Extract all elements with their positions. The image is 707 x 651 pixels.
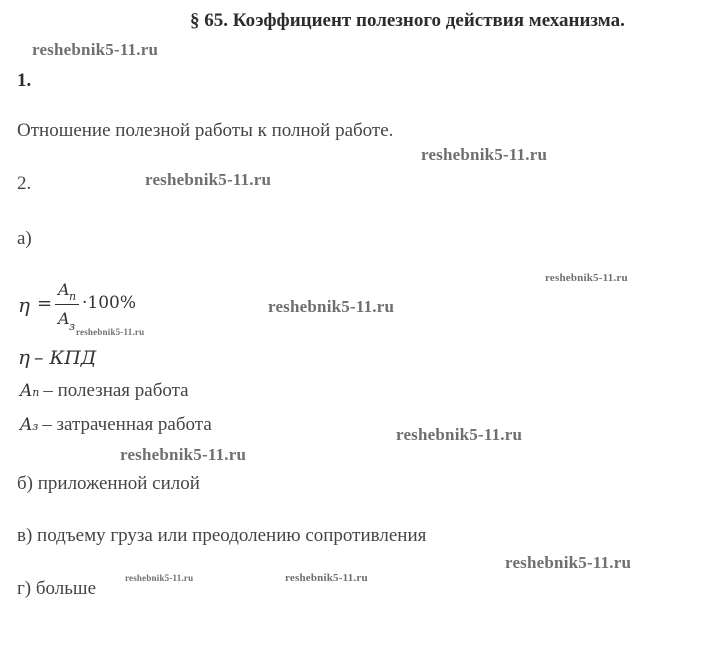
denominator-subscript: з	[69, 320, 75, 333]
watermark: reshebnik5-11.ru	[421, 145, 548, 164]
work-subscript: п	[32, 386, 40, 399]
part-v-answer: в) подъему груза или преодолению сопротивления	[17, 525, 427, 546]
definition-spent-work	[20, 414, 212, 436]
watermark: reshebnik5-11.ru	[125, 573, 194, 583]
times-percent: ·100%	[82, 293, 137, 313]
definition-text: – КПД	[33, 347, 97, 369]
watermark: reshebnik5-11.ru	[268, 297, 395, 316]
definition-useful-work	[20, 380, 189, 402]
denominator-symbol: A	[58, 309, 70, 328]
watermark: reshebnik5-11.ru	[145, 170, 272, 189]
part-g-answer: г) больше	[17, 578, 96, 599]
watermark: reshebnik5-11.ru	[396, 425, 523, 444]
watermark: reshebnik5-11.ru	[76, 327, 145, 337]
watermark: reshebnik5-11.ru	[285, 572, 368, 584]
watermark: reshebnik5-11.ru	[120, 445, 247, 464]
equals-sign: =	[37, 293, 53, 314]
work-subscript: з	[32, 420, 39, 433]
numerator-symbol: A	[58, 280, 70, 299]
part-b-answer: б) приложенной силой	[17, 473, 200, 494]
fraction-bar	[55, 304, 79, 305]
question-1-number: 1.	[17, 70, 32, 91]
watermark: reshebnik5-11.ru	[545, 272, 628, 284]
watermark: reshebnik5-11.ru	[32, 40, 159, 59]
question-2-number: 2.	[17, 173, 32, 194]
work-symbol: A	[20, 381, 33, 401]
definition-text: – полезная работа	[43, 380, 189, 401]
part-a-label: а)	[17, 228, 32, 249]
page-title: § 65. Коэффициент полезного действия механизма.	[190, 10, 625, 31]
question-1-answer: Отношение полезной работы к полной работе.	[17, 120, 394, 141]
work-symbol: A	[20, 415, 33, 435]
definition-eta	[18, 345, 96, 369]
numerator-subscript: п	[69, 290, 77, 303]
definition-text: – затраченная работа	[42, 414, 212, 435]
watermark: reshebnik5-11.ru	[505, 553, 632, 572]
eta-symbol: η	[18, 293, 30, 317]
eta-symbol: η	[18, 345, 30, 369]
